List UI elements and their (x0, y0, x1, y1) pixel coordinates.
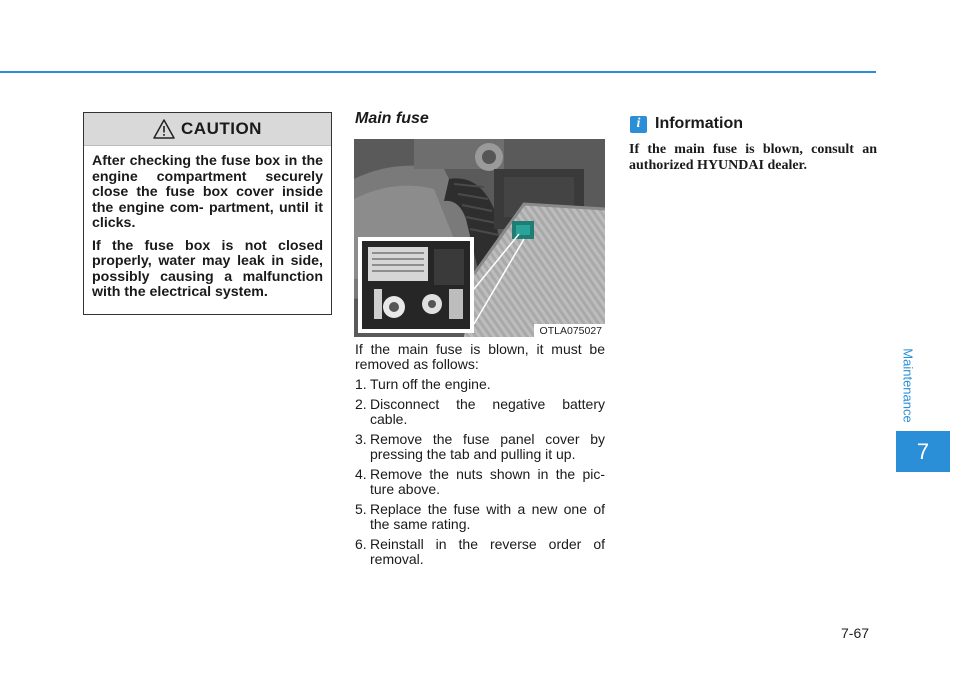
info-icon: i (630, 116, 647, 133)
caution-body (84, 146, 331, 301)
information-text: If the main fuse is blown, consult an authorized HYUNDAI dealer. (629, 142, 877, 173)
step-text: Disconnect the negative battery cable. (370, 396, 605, 427)
step-number: 4. (355, 466, 367, 482)
step-text: Remove the nuts shown in the pic- ture above. (370, 466, 605, 497)
list-item (355, 537, 605, 567)
warning-triangle-icon (153, 119, 175, 139)
list-item (355, 432, 605, 462)
steps-intro: If the main fuse is blown, it must be removed as follows: (355, 341, 605, 372)
step-text: Turn off the engine. (370, 376, 491, 392)
step-number: 5. (355, 501, 367, 517)
list-item (355, 502, 605, 532)
list-item (355, 397, 605, 427)
step-number: 3. (355, 431, 367, 447)
header-rule (0, 71, 876, 73)
section-name: Maintenance (900, 347, 916, 423)
step-text: Replace the fuse with a new one of the same rating. (370, 501, 605, 532)
list-item (355, 377, 605, 392)
caution-box (83, 112, 332, 315)
caution-paragraph: If the fuse box is not closed properly, water may leak in side, possibly causing a malfunction with the electrical system. (92, 237, 323, 300)
step-number: 1. (355, 376, 367, 392)
engine-photo-illustration (354, 139, 605, 337)
step-text: Remove the fuse panel cover by pressing the tab and pulling it up. (370, 431, 605, 462)
caution-header (84, 113, 331, 146)
chapter-section-label (896, 340, 920, 430)
step-text: Reinstall in the reverse order of removal. (370, 536, 605, 567)
information-title: Information (655, 115, 743, 132)
image-code: OTLA075027 (534, 324, 605, 337)
chapter-tab: 7 (896, 431, 950, 472)
removal-steps (355, 342, 605, 572)
step-number: 2. (355, 396, 367, 412)
caution-paragraph: After checking the fuse box in the engine compartment securely close the fuse box cover inside the engine com- partment, until it clicks. (92, 153, 323, 231)
caution-title: CAUTION (181, 119, 262, 138)
main-fuse-title: Main fuse (355, 110, 429, 127)
engine-compartment-photo (354, 139, 605, 337)
page-number: 7-67 (841, 625, 870, 641)
list-item (355, 467, 605, 497)
information-header (630, 115, 743, 133)
step-number: 6. (355, 536, 367, 552)
